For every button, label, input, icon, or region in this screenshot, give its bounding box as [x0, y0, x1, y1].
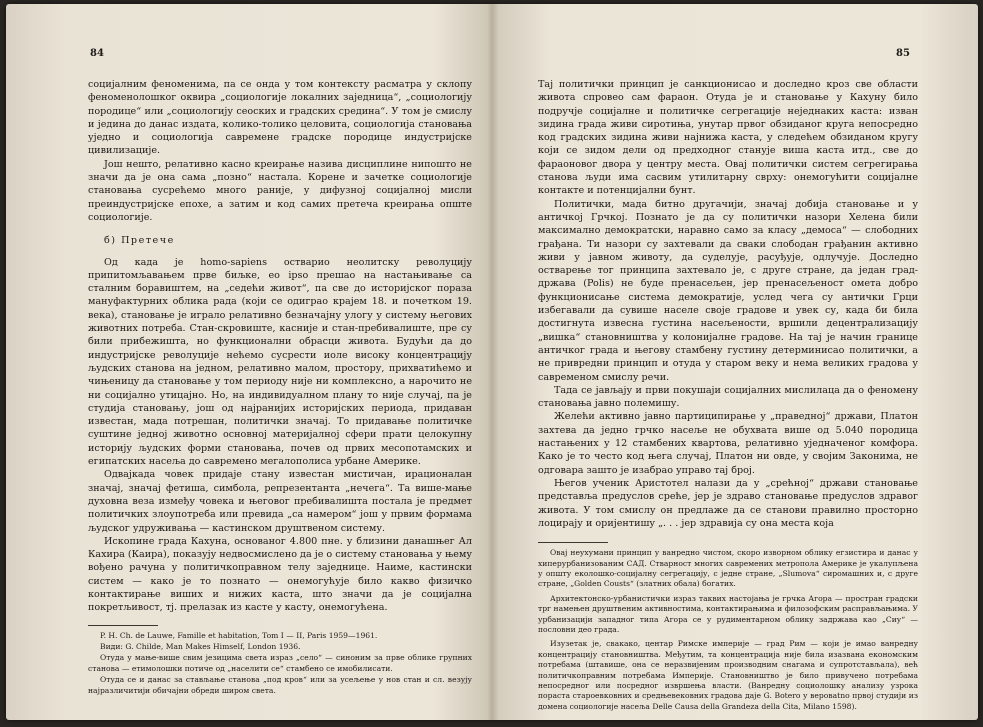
paragraph: Политички, мада битно другачији, значај добија становање и у античкој Грчкој. Познато је да су политички назори Хелена били максимално демократски, наравно само за класу „демоса“ — слободних грађана. Ти назори су захтевали да сваки слободан грађанин активно живи у јавном животу, да суделује, расуђује, одлучује. Доследно остварење тог принципа захтевало је, с друге стране, да један град-држава (Polis) не буде пренасељен, јер пренасељеност омета добро функционисање система демократије, услед чега су антички Грци избегавали да сувише населе своје градове и увек су, када би била достигнута извесна густина насељености, вршили децентрализацију „вишка“ становништва у колонијалне градове. На тај је начин границе античког града и његову стамбену густину детерминисао политички, а не привредни принцип и отуда у старом веку и нема великих градова у савременом смислу речи. [538, 198, 918, 383]
footnote: P. H. Ch. de Lauwe, Famille et habitation, Tom I — II, Paris 1959—1961. [100, 630, 378, 640]
footnote: Архитектонско-урбанистички израз таквих настојања је грчка Агора — простран градски трг намењен друштвеним активностима, контактирањима и филозофским расправљањима. У урбанизацији западног типа Агора се у рудиментарном облику задржава као „Сиу“ — пословни део града. [538, 593, 918, 634]
paragraph: Ископине града Кахуна, основаног 4.800 пне. у близини данашњег Ал Кахира (Каира), показују недвосмислено да је о систему становања у њему вођено рачуна у политичкоправном телу заједнице. Наиме, кастински систем — како је то познато — онемогућује било какво физичко контактирање виших и нижих каста, што значи да је социјална покретљивост, тј. прелазак из касте у касту, онемогућена. [88, 535, 472, 614]
right-page-body [538, 78, 918, 530]
left-footnotes [88, 631, 472, 696]
section-heading: б) Претече [104, 235, 175, 247]
paragraph: Од када је homo-sapiens остварио неолитску револуцију припитомљавањем прве биљке, ео ipso прешао на настањивање са сталним боравиштем, на „седећи живот“, па све до историјског пораза мануфактурних облика рада (који се одиграо крајем 18. и почетком 19. века), становање је играло релативно безначајну улогу у систему његових животних потреба. Стан-скровиште, касније и стан-пребивалиште, пре су били прибежишта, но функционални обрасци живота. Будући да до индустријске револуције нећемо сусрести иоле високу концентрацију људских станова на једном, релативно малом, простору, прихватићемо и чињеницу да становање у том периоду није ни комплексно, а нарочито не ни социјално утицајно. Но, на индивидуалном плану то није случај, па је студија становању, још од најранијих историјских периода, придаван известан, мада потрешан, политички значај. То придавање политичке суштине једној животно основној материјалној сфери прати целокупну историју људских форми становања, почев од првих месопотамских и египатских насеља до савремено мегалополиса урбане Америке. [88, 256, 472, 468]
footnote: Изузетак је, свакако, центар Римске империје — град Рим — који је имао ванредну концентрацију становништва. Међутим, та концентрација није била изазвана економским потребама (штавише, она се неразвијеним производним снагама и супротстављала), већ политичкоправним потребама Империје. Становништво је било привучено потребама непосредног или посредног извршења власти. (Ванредну социолошку анализу узрока пораста староевковних и средњевековних градова даје G. Botero у веровatno првој студији из домена социологије насеља Delle Causa della Grandeza della Cita, Milano 1598). [538, 639, 918, 711]
paragraph: Тада се јављају и први покушаји социјалних мислилаца да о феномену становања јавно полемишу. [538, 384, 918, 410]
footnote-rule [538, 542, 608, 543]
footnote: Отуда се и данас за стављање станова „под кров“ или за усељење у нов стан и сл. везују најразличитији обичајни обреди широм света. [88, 675, 472, 695]
paragraph: Желећи активно јавно партиципирање у „праведној“ држави, Платон захтева да једно грчко насеље не обухвата више од 5.040 породица настањених у 12 стамбених квартова, релативно уједначеног комфора. Како је то често код њега случај, Платон ни овде, у својим Законима, не одговара зашто је изабрао управо тај број. [538, 411, 918, 476]
paragraph: Његов ученик Аристотел налази да у „срећној“ држави становање представља предуслов среће, јер је здраво становање предуслов здравог живота. У том смислу он предлаже да се станови правилно просторно лоцирају и оријентишу „. . . јер здравија су она места која [538, 477, 918, 529]
paragraph: Одвајкада човек придаје стану известан мистичан, ирационалан значај, значај фетиша, симбола, репрезентанта „нечега“. Та више-мање духовна веза између човека и његовог пребивалишта постала је предмет политичких злоупотреба или превида „са намером“ још у првим формама људског удруживања — кастинском друштвеном систему. [88, 469, 472, 534]
left-page-number: 84 [90, 48, 104, 59]
footnote: Овај неухумани принцип у ванредно чистом, скоро изворном облику егзистира и данас у хиперурбанизованим САД. Стварност многих савремених метропола Америке је укалупљена у општу еколошко-социјалну сегрегацију, с једне стране, „Slumova“ сиромашних и, с друге стране, „Golden Cousts“ (златних обала) богатих. [538, 548, 918, 589]
paragraph: Још нешто, релативно касно креирање назива дисциплине нипошто не значи да је она сама „позно“ настала. Корене и зачетке социологије становања сусрећемо много раније, у дифузној социјалној мисли преиндустријске епохе, а затим и код самих претеча креирања опште социологије. [88, 158, 472, 223]
book-spread [6, 4, 978, 720]
footnote: Види: G. Childe, Man Makes Himself, London 1936. [100, 641, 301, 651]
right-page [538, 78, 918, 713]
right-footnotes [538, 548, 918, 712]
paragraph: социјалним феноменима, па се онда у том контексту расматра у склопу феноменолошког оквира „социологије локалних заједница“, „социологију породице“ или „социологију сеоских и градских средина“. У том је смислу и једина до данас издата, колико-толико целовита, социологија становања уједно и социологија савремене градске породице индустријске цивилизације. [88, 79, 472, 157]
footnote-rule [88, 625, 158, 626]
paragraph: Тај политички принцип је санкционисао и доследно кроз све области живота спровео сам фараон. Отуда је и становање у Кахуну било подручје социјалне и политичке сегрегације неједнаких каста: изван зидина града живи сиротиња, унутар првог обзиданог круга непосредно код градских зидина живи најнижа каста, у следећем обзиданом кругу који се зидом дели од предходног станује виша каста итд., све до фараоновог двора у центру места. Овај политички систем сегрегирања станова људи има сасвим утилитарну сврху: онемогућити социјалне контакте и потенцијални бунт. [538, 79, 918, 197]
footnote: Отуда у мање-више свим језицима света израз „село“ — синоним за прве облике групних станова — етимолошки потиче од „населити се“ стамбено се имобилисати. [88, 653, 472, 673]
left-page [88, 78, 472, 697]
right-page-number: 85 [896, 48, 910, 59]
left-page-body [88, 78, 472, 615]
